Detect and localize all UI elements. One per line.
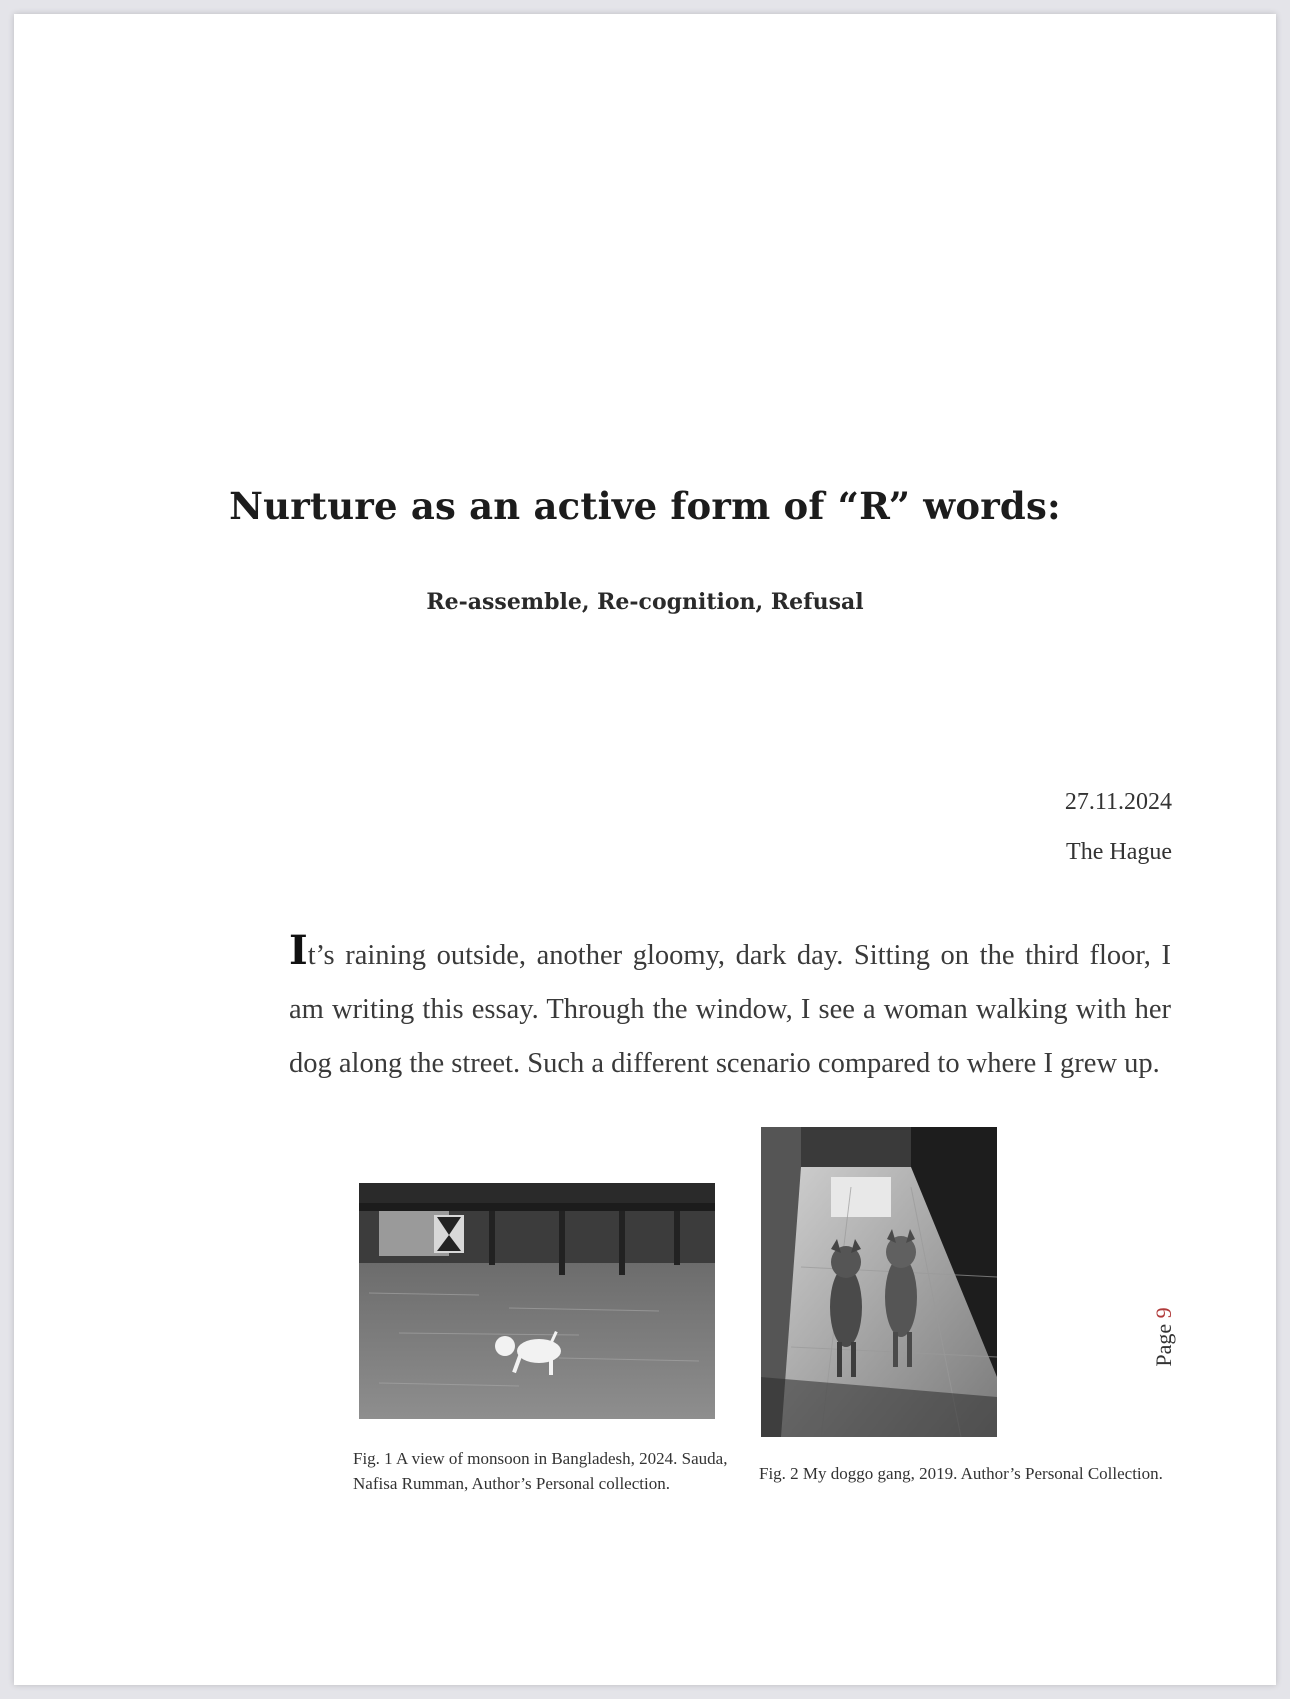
page-number-label (1144, 1292, 1184, 1382)
figure-1-photo (359, 1183, 715, 1419)
page-word: Page (1151, 1323, 1176, 1367)
essay-place: The Hague (1066, 839, 1172, 865)
document-page (14, 14, 1276, 1685)
body-paragraph (289, 924, 1171, 1091)
figure-2-caption: Fig. 2 My doggo gang, 2019. Author’s Personal Collection. (759, 1464, 1163, 1483)
drop-cap: I (289, 927, 308, 974)
page-number: 9 (1151, 1307, 1176, 1319)
figure-1-caption: Fig. 1 A view of monsoon in Bangladesh, 2024. Sauda, Nafisa Rumman, Author’s Personal collection. (353, 1449, 728, 1493)
essay-date: 27.11.2024 (1064, 789, 1172, 815)
paragraph-text: t’s raining outside, another gloomy, dark day. Sitting on the third floor, I am writing this essay. Through the window, I see a woman walking with her dog along the street. Such a different scenario compared to where I grew up. (289, 940, 1171, 1079)
figure-2-photo (761, 1127, 997, 1437)
page-title: Nurture as an active form of “R” words: (229, 484, 1061, 528)
page-subtitle: Re-assemble, Re-cognition, Refusal (426, 589, 864, 615)
